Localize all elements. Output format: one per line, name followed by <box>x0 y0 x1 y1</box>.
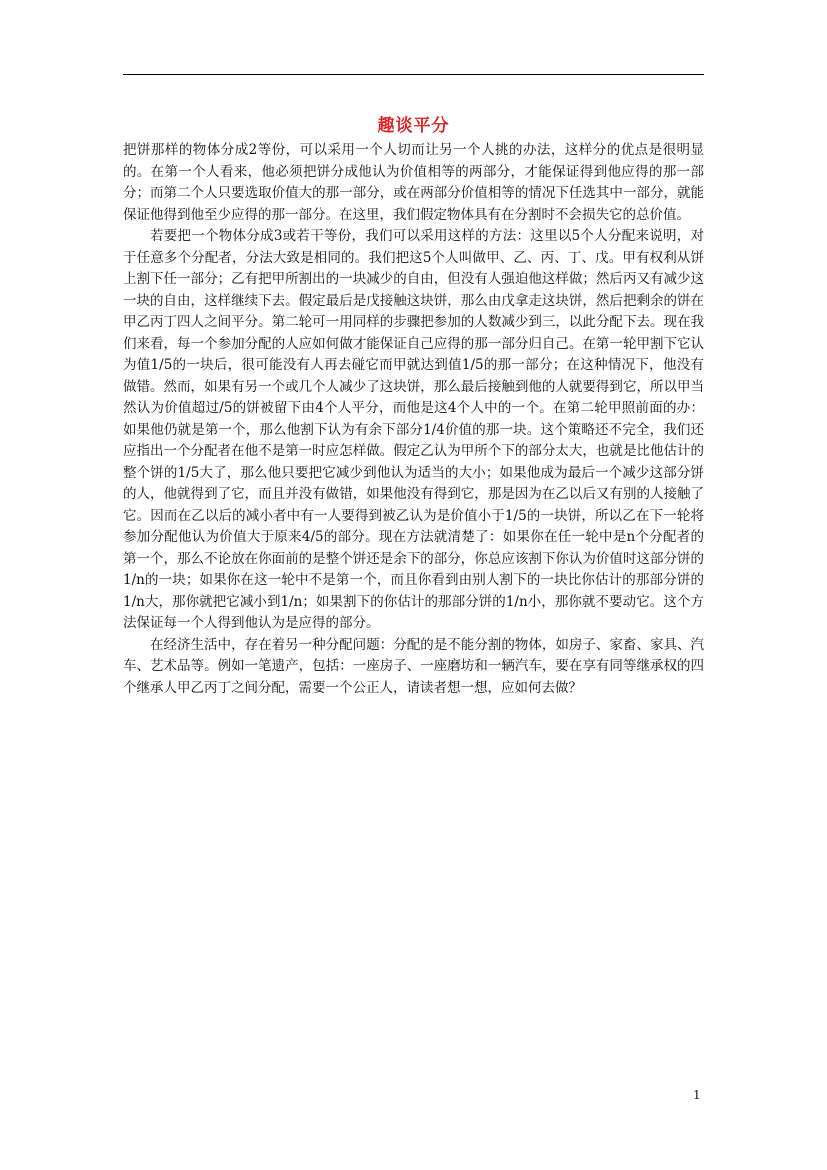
paragraph-1: 把饼那样的物体分成2等份，可以采用一个人切而让另一个人挑的办法，这样分的优点是很明显的。在第一个人看来，他必须把饼分成他认为价值相等的两部分，才能保证得到他应得的那一部分；而第二个人只要选取价值大的那一部分，或在两部分价值相等的情况下任选其中一部分，就能保证他得到他至少应得的那一部分。在这里，我们假定物体具有在分割时不会损失它的总价值。 <box>123 142 704 223</box>
document-title: 趣谈平分 <box>377 116 450 136</box>
header-rule <box>123 74 704 75</box>
page-number: 1 <box>693 1088 701 1102</box>
paragraph-2: 若要把一个物体分成3或若干等份，我们可以采用这样的方法：这里以5个人分配来说明，对于任意多个分配者，分法大致是相同的。我们把这5个人叫做甲、乙、丙、丁、戊。甲有权利从饼上割下任一部分；乙有把甲所割出的一块减少的自由，但没有人强迫他这样做；然后丙又有减少这一块的自由，这样继续下去。假定最后是戊接触这块饼，那么由戊拿走这块饼，然后把剩余的饼在甲乙丙丁四人之间平分。第二轮可一用同样的步骤把参加的人数减少到三，以此分配下去。现在我们来看，每一个参加分配的人应如何做才能保证自己应得的那一部分归自己。在第一轮甲割下它认为值1/5的一块后，很可能没有人再去碰它而甲就达到值1/5的那一部分；在这种情况下，他没有做错。然而，如果有另一个或几个人减少了这块饼，那么最后接触到他的人就要得到它，所以甲当然认为价值超过/5的饼被留下由4个人平分，而他是这4个人中的一个。在第二轮甲照前面的办：如果他仍就是第一个，那么他割下认为有余下部分1/4价值的那一块。这个策略还不完全，我们还应指出一个分配者在他不是第一时应怎样做。假定乙认为甲所个下的部分太大，也就是比他估计的整个饼的1/5大了，那么他只要把它减少到他认为适当的大小；如果他成为最后一个减少这部分饼的人，他就得到了它，而且并没有做错，如果他没有得到它，那是因为在乙以后又有别的人接触了它。因而在乙以后的减小者中有一人要得到被乙认为是价值小于1/5的一块饼，所以乙在下一轮将参加分配他认为价值大于原来4/5的部分。现在方法就清楚了：如果你在任一轮中是n个分配者的第一个，那么不论放在你面前的是整个饼还是余下的部分，你总应该割下你认为价值时这部分饼的1/n的一块；如果你在这一轮中不是第一个，而且你看到由别人割下的一块比你估计的那部分饼的1/n大，那你就把它减小到1/n；如果割下的你估计的那部分饼的1/n小，那你就不要动它。这个方法保证每一个人得到他认为是应得的部分。 <box>123 228 704 631</box>
document-body <box>123 140 704 699</box>
paragraph-3: 在经济生活中，存在着另一种分配问题：分配的是不能分割的物体，如房子、家畜、家具、汽车、艺术品等。例如一笔遗产，包括：一座房子、一座磨坊和一辆汽车，要在享有同等继承权的四个继承人甲乙丙丁之间分配，需要一个公正人，请读者想一想，应如何去做？ <box>123 636 704 696</box>
